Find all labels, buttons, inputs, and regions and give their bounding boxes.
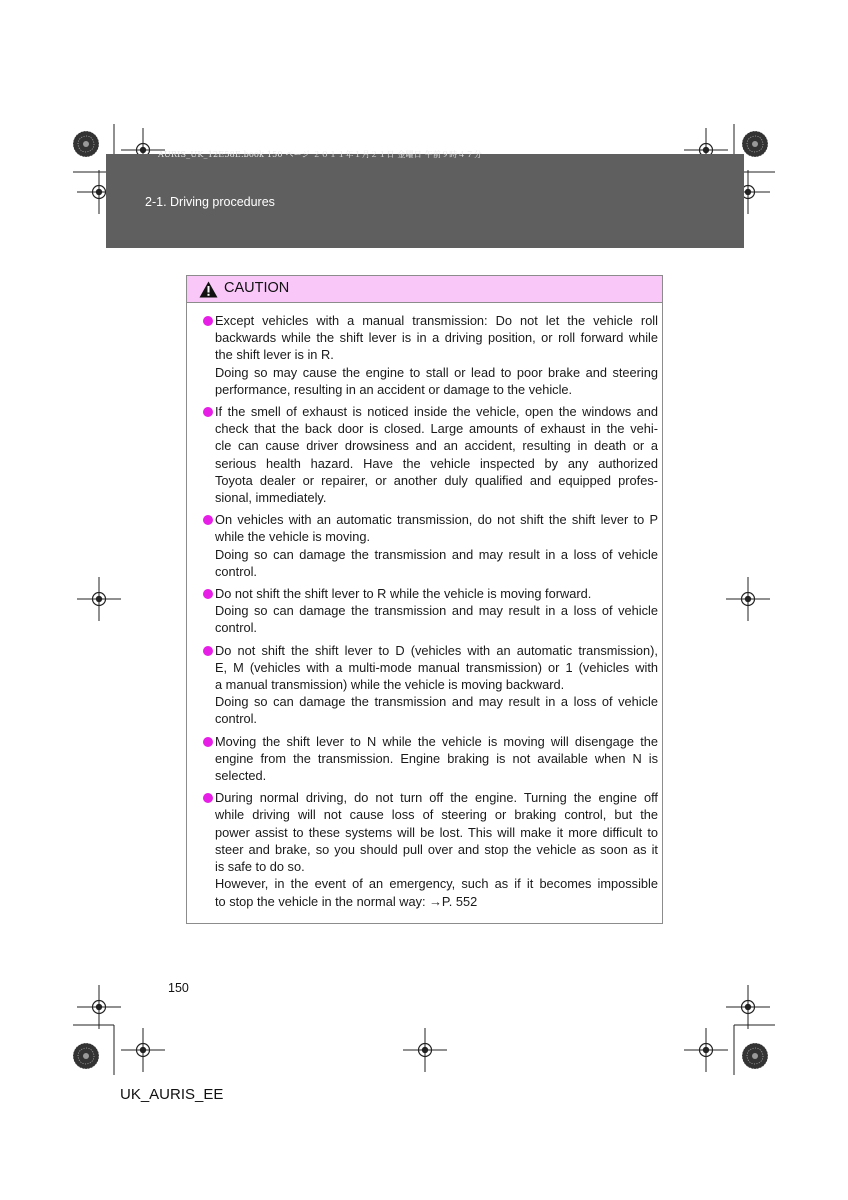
caution-text-line: control.: [215, 711, 257, 727]
caution-text-line: E, M (vehicles with a multi-mode manual transmission) or 1 (vehicles with: [215, 659, 658, 675]
caution-item: [187, 642, 662, 728]
caution-items: [187, 312, 662, 915]
caution-text-line: while the vehicle is moving.: [215, 529, 371, 545]
caution-text-line: Do not shift the shift lever to D (vehicles with an automatic transmission),: [215, 642, 658, 658]
caution-text-line: serious health hazard. Have the vehicle inspected by any authorized: [215, 455, 658, 471]
caution-text-line: Toyota dealer or repairer, or another duly qualified and equipped profes-: [215, 472, 658, 488]
warning-triangle-icon: [199, 281, 218, 298]
caution-item: [187, 789, 662, 909]
caution-text-line: control.: [215, 620, 257, 636]
caution-text-line: During normal driving, do not turn off the engine. Turning the engine off: [215, 790, 658, 806]
caution-text-line: Doing so can damage the transmission and may result in a loss of vehicle: [215, 603, 658, 619]
caution-text-line: Do not shift the shift lever to R while the vehicle is moving forward.: [215, 586, 592, 602]
bullet-dot-icon: [203, 646, 213, 656]
caution-item: [187, 511, 662, 580]
caution-text-line: Doing so can damage the transmission and may result in a loss of vehicle: [215, 546, 658, 562]
caution-text-line: sional, immediately.: [215, 490, 327, 506]
caution-text-line: Except vehicles with a manual transmission: Do not let the vehicle roll: [215, 313, 658, 328]
bullet-dot-icon: [203, 737, 213, 747]
bullet-dot-icon: [203, 316, 213, 326]
caution-item: [187, 585, 662, 637]
bullet-dot-icon: [203, 793, 213, 803]
caution-text-line: selected.: [215, 768, 267, 784]
caution-item: [187, 733, 662, 785]
caution-text-line: steer and brake, so you should pull over and stop the vehicle as soon as it: [215, 841, 658, 857]
caution-text-line: Moving the shift lever to N while the vehicle is moving will disengage the: [215, 733, 658, 749]
caution-text-line: control.: [215, 563, 257, 579]
caution-text-line: On vehicles with an automatic transmission, do not shift the shift lever to P: [215, 512, 658, 528]
caution-text-line: Doing so may cause the engine to stall or lead to poor brake and steering: [215, 364, 658, 380]
caution-box: [186, 275, 663, 924]
caution-text-line: power assist to these systems will be lost. This will make it more difficult to: [215, 824, 658, 840]
caution-header: [187, 276, 662, 303]
caution-text-line: However, in the event of an emergency, such as if it becomes impossible: [215, 876, 658, 892]
caution-text-line: Doing so can damage the transmission and may result in a loss of vehicle: [215, 694, 658, 710]
caution-text-line: is safe to do so.: [215, 859, 305, 875]
caution-text-line: cle can cause driver drowsiness and an accident, resulting in death or a: [215, 438, 658, 454]
caution-text-line: while driving will not cause loss of steering or braking control, but the: [215, 807, 658, 823]
caution-text-line: to stop the vehicle in the normal way: →P. 552: [215, 893, 478, 909]
caution-text-line: backwards while the shift lever is in a driving position, or roll forward while: [215, 330, 658, 346]
caution-text-line: engine from the transmission. Engine braking is not available when N is: [215, 750, 658, 766]
page-number: 150: [168, 981, 189, 995]
caution-item: [187, 403, 662, 506]
bullet-dot-icon: [203, 407, 213, 417]
caution-text-line: If the smell of exhaust is noticed inside the vehicle, open the windows and: [215, 404, 658, 420]
bullet-dot-icon: [203, 589, 213, 599]
caution-text-line: performance, resulting in an accident or damage to the vehicle.: [215, 381, 573, 397]
section-title: 2-1. Driving procedures: [145, 195, 275, 209]
caution-text-line: a manual transmission) while the vehicle is moving backward.: [215, 677, 565, 693]
caution-title: CAUTION: [224, 280, 290, 296]
caution-item: [187, 312, 662, 398]
footer-code: UK_AURIS_EE: [120, 1086, 224, 1103]
caution-text-line: check that the back door is closed. Large amounts of exhaust in the vehi-: [215, 421, 658, 437]
caution-text-line: the shift lever is in R.: [215, 347, 334, 363]
print-info-line: AURIS_UK_12E58E.book 150 ページ ２０１１年１月２１日 金曜日 午前９時４７分: [158, 150, 483, 159]
bullet-dot-icon: [203, 515, 213, 525]
